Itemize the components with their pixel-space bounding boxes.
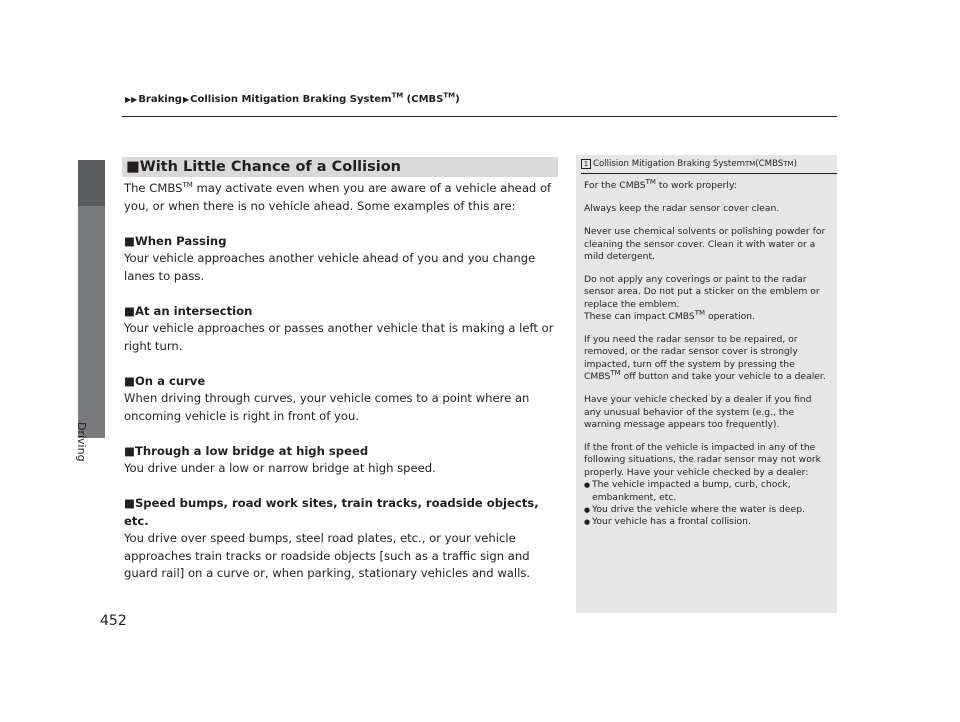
sidebar-paragraph: Have your vehicle checked by a dealer if you find any unusual behavior of the system (e.g., the warning message appears too frequently).: [584, 394, 812, 430]
item-heading: ■When Passing: [124, 233, 227, 248]
intro-paragraph: The CMBS™ may activate even when you are aware of a vehicle ahead of you, or when there is no vehicle ahead. Some examples of this are:: [124, 181, 552, 213]
chapter-label: Driving: [75, 422, 88, 462]
item-text: Your vehicle approaches another vehicle ahead of you and you change lanes to pass.: [124, 251, 536, 283]
sidebar-paragraph: Do not apply any coverings or paint to the radar sensor area. Do not put a sticker on the emblem or replace the emblem.: [584, 273, 820, 310]
bullet-item: ● Your vehicle has a frontal collision.: [584, 516, 827, 528]
bullet-item: ● The vehicle impacted a bump, curb, chock, embankment, etc.: [584, 479, 827, 504]
item-text: Your vehicle approaches or passes another vehicle that is making a left or right turn.: [124, 321, 554, 353]
item-text: You drive under a low or narrow bridge at high speed.: [124, 461, 436, 475]
page-number: 452: [100, 613, 127, 629]
section-heading: ■With Little Chance of a Collision: [122, 157, 558, 177]
sidebar-paragraph: Never use chemical solvents or polishing powder for cleaning the sensor cover. Clean it with water or a mild detergent.: [584, 226, 826, 263]
item-heading: ■On a curve: [124, 373, 206, 388]
chapter-tab-highlight: [78, 160, 105, 206]
triangle-right-icon: ▶: [182, 95, 190, 104]
sidebar-paragraph: Always keep the radar sensor cover clean.: [584, 203, 780, 215]
sidebar-paragraph: For the CMBS™ to work properly:: [584, 178, 737, 192]
bullet-item: ● You drive the vehicle where the water is deep.: [584, 504, 827, 516]
notes-sidebar: [576, 155, 837, 613]
main-content: [124, 180, 558, 583]
item-heading: ■Speed bumps, road work sites, train tracks, roadside objects, etc.: [124, 496, 539, 528]
item-text: You drive over speed bumps, steel road plates, etc., or your vehicle approaches train tracks or roadside objects [such as a traffic sign and guard rail] on a curve or, when parking, stationary vehicles and walls.: [124, 531, 531, 580]
breadcrumb-cmbs[interactable]: Collision Mitigation Braking System: [190, 94, 392, 105]
reference-number-icon: 1: [581, 159, 591, 169]
header-rule: [122, 116, 837, 117]
breadcrumb-braking[interactable]: Braking: [138, 94, 182, 105]
sidebar-title: 1 Collision Mitigation Braking System TM (CMBS TM ): [581, 158, 837, 174]
item-text: When driving through curves, your vehicle comes to a point where an oncoming vehicle is right in front of you.: [124, 391, 530, 423]
item-heading: ■Through a low bridge at high speed: [124, 443, 369, 458]
sidebar-paragraph: If the front of the vehicle is impacted in any of the following situations, the radar sensor may not work properly. Have your vehicle checked by a dealer:: [584, 441, 821, 478]
triangle-right-icon: ▶▶: [125, 95, 138, 104]
sidebar-paragraph: These can impact CMBS™ operation.: [584, 309, 756, 323]
sidebar-paragraph: If you need the radar sensor to be repaired, or removed, or the radar sensor cover is strongly impacted, turn off the system by pressing the CMBS™ off button and take your vehicle to a dealer.: [584, 334, 826, 383]
breadcrumb: ▶▶Braking▶Collision Mitigation Braking System™ (CMBS™): [125, 91, 460, 105]
item-heading: ■At an intersection: [124, 303, 253, 318]
